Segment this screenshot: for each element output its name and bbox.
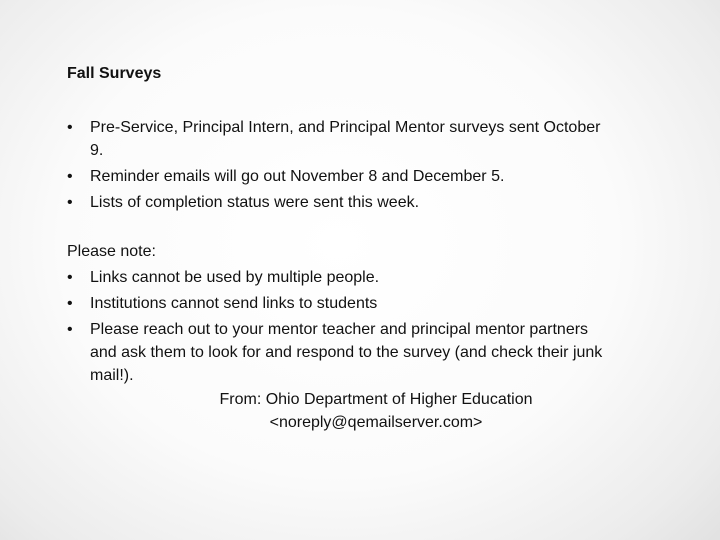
sender-name: From: Ohio Department of Higher Education (219, 391, 533, 408)
sender-email: <noreply@qemailserver.com> (269, 414, 483, 431)
bullet-icon: • (67, 168, 73, 185)
list-item-text: Links cannot be used by multiple people. (90, 269, 380, 286)
list-item-text: Reminder emails will go out November 8 and December 5. (90, 168, 505, 185)
bullet-icon: • (67, 194, 73, 211)
list-item (67, 165, 607, 188)
survey-bullet-list (67, 116, 607, 217)
list-item-text: Pre-Service, Principal Intern, and Principal Mentor surveys sent October 9. (90, 119, 601, 159)
list-item (67, 318, 612, 387)
list-item (67, 191, 607, 214)
notes-bullet-list (67, 266, 612, 390)
list-item (67, 292, 612, 315)
list-item-text: Lists of completion status were sent this week. (90, 194, 420, 211)
list-item (67, 116, 607, 162)
bullet-icon: • (67, 269, 73, 286)
note-label: Please note: (67, 243, 156, 260)
list-item-text: Please reach out to your mentor teacher and principal mentor partners and ask them to look for and respond to the survey (and check their junk mail!). (90, 321, 603, 384)
bullet-icon: • (67, 119, 73, 136)
slide-title: Fall Surveys (67, 65, 162, 82)
list-item (67, 266, 612, 289)
bullet-icon: • (67, 295, 73, 312)
bullet-icon: • (67, 321, 73, 338)
sender-attribution (200, 388, 552, 434)
list-item-text: Institutions cannot send links to students (90, 295, 378, 312)
